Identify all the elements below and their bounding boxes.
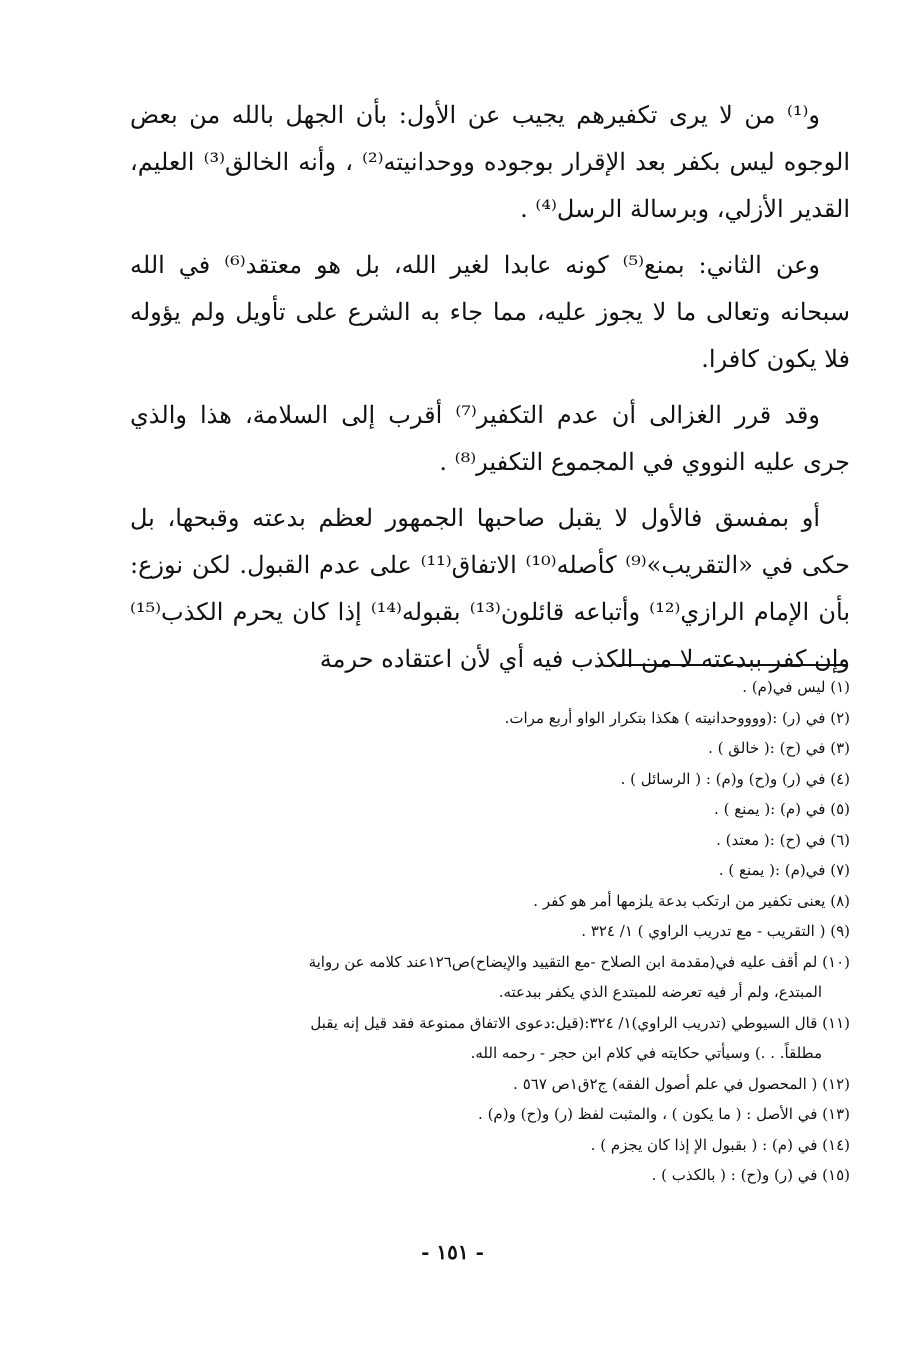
footnote-number: (٦) (830, 830, 850, 849)
footnote-text: في (ر) :(ووووحدانيته ) هكذا بتكرار الواو أربع مرات. (504, 708, 826, 727)
footnote (138, 703, 850, 734)
footnote (138, 916, 850, 947)
footnote-number: (١٣) (822, 1105, 850, 1123)
footnote-continuation: مطلقاً. . .) وسيأتي حكايته في كلام ابن حجر - رحمه الله. (470, 1044, 822, 1062)
footnote (138, 794, 850, 825)
footnote-number: (٢) (830, 708, 850, 727)
footnote (138, 672, 850, 703)
footnote-number: (٩) (830, 922, 850, 940)
footnote (138, 855, 850, 886)
footnotes (138, 672, 850, 1191)
footnote (138, 733, 850, 764)
footnote-text: في (ر) و(ح) : ( بالكذب ) . (651, 1166, 818, 1184)
paragraph-1: و⁽¹⁾ من لا يرى تكفيرهم يجيب عن الأول: بأن الجهل بالله من بعض الوجوه ليس بكفر بعد الإقرار بوجوده ووحدانيته⁽²⁾ ، وأنه الخالق⁽³⁾ العليم، القدير الأزلي، وبرسالة الرسل⁽⁴⁾ . (130, 101, 850, 223)
footnote (138, 947, 850, 1008)
footnote-number: (١٢) (822, 1074, 850, 1093)
main-text (130, 92, 850, 692)
footnote-number: (٥) (830, 800, 850, 818)
footnote-number: (٨) (830, 891, 850, 910)
footnote-text: يعنى تكفير من ارتكب بدعة يلزمها أمر هو كفر . (533, 891, 826, 910)
footnote (138, 825, 850, 856)
footnote-number: (٧) (830, 861, 850, 879)
footnote-text: قال السيوطي (تدريب الراوي)١/ ٣٢٤:(قيل:دعوى الاتفاق ممنوعة فقد قيل إنه يقبل (310, 1013, 818, 1032)
footnote-text: ( المحصول في علم أصول الفقه) ج٢ق١ص ٥٦٧ . (513, 1074, 818, 1093)
footnote-text: في(م) :( يمنع ) . (718, 861, 826, 879)
footnote-text: في (م) : ( بقبول الإ إذا كان يجزم ) . (590, 1135, 818, 1154)
footnote-text: لم أقف عليه في(مقدمة ابن الصلاح -مع التقييد والإيضاح)ص١٢٦عند كلامه عن رواية (308, 952, 818, 971)
footnote-text: في (ر) و(ح) و(م) : ( الرسائل ) . (620, 769, 826, 788)
footnote-text: في (م) :( يمنع ) . (714, 800, 826, 818)
paragraph-2: وعن الثاني: بمنع⁽⁵⁾ كونه عابدا لغير الله، بل هو معتقد⁽⁶⁾ في الله سبحانه وتعالى ما لا يجوز عليه، مما جاء به الشرع على تأويل ولم يؤوله فلا يكون كافرا. (130, 251, 850, 373)
footnote (138, 1160, 850, 1191)
footnote-text: في (ح) :( خالق ) . (708, 739, 826, 757)
footnote-number: (١) (830, 678, 850, 696)
footnote (138, 1130, 850, 1161)
footnote-number: (٤) (830, 769, 850, 788)
footnote (138, 764, 850, 795)
footnote-number: (١١) (822, 1013, 850, 1032)
footnote-continuation: المبتدع، ولم أر فيه تعرضه للمبتدع الذي يكفر ببدعته. (498, 983, 822, 1001)
paragraph-4: أو بمفسق فالأول لا يقبل صاحبها الجمهور لعظم بدعته وقبحها، بل حكى في «التقريب»⁽⁹⁾ كأصله⁽¹⁰⁾ الاتفاق⁽¹¹⁾ على عدم القبول. لكن نوزع: بأن الإمام الرازي⁽¹²⁾ وأتباعه قائلون⁽¹³⁾ بقبوله⁽¹⁴⁾ إذا كان يحرم الكذب⁽¹⁵⁾ وإن كفر ببدعته لا من الكذب فيه أي لأن اعتقاده حرمة (130, 504, 851, 673)
footnote (138, 886, 850, 917)
footnote-separator (618, 664, 846, 666)
footnote-number: (١٤) (822, 1135, 850, 1154)
page-number: - ١٥١ - (421, 1240, 484, 1264)
footnote (138, 1069, 850, 1100)
paragraph-3: وقد قرر الغزالى أن عدم التكفير⁽⁷⁾ أقرب إلى السلامة، هذا والذي جرى عليه النووي في المجموع التكفير⁽⁸⁾ . (130, 401, 850, 476)
footnote-number: (٣) (830, 739, 850, 757)
footnote-number: (١٥) (822, 1166, 850, 1184)
footnote-text: ( التقريب - مع تدريب الراوي ) ١/ ٣٢٤ . (581, 922, 826, 940)
footnote-text: في الأصل : ( ما يكون ) ، والمثبت لفظ (ر) و(ح) و(م) . (478, 1105, 818, 1123)
footnote (138, 1008, 850, 1069)
footnote-text: ليس في(م) . (742, 678, 826, 696)
footnote-text: في (ح) :( معتد) . (716, 830, 826, 849)
footnote (138, 1099, 850, 1130)
footnote-number: (١٠) (822, 952, 850, 971)
